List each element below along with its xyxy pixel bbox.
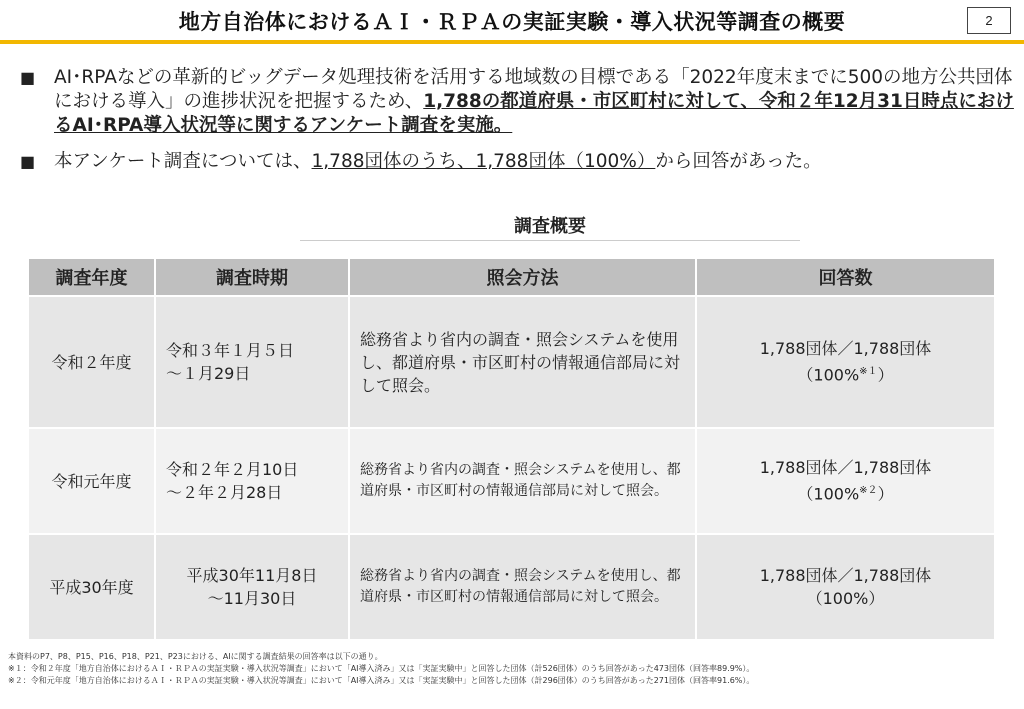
bullet-1-text: AI･RPAなどの革新的ビッグデータ処理技術を活用する地域数の目標である「2022年度末までに500の地方公共団体における導入」の進捗状況を把握するため、1,788の都道府県・市区町村に対して、令和２年12月31日時点におけるAI･RPA導入状況等に関するアンケート調査を実施。 bbox=[54, 67, 1014, 136]
survey-overview-table bbox=[27, 257, 996, 641]
footnote-intro: 本資料のP7、P8、P15、P16、P18、P21、P23における、AIに関する調査結果の回答率は以下の通り。 bbox=[8, 652, 383, 661]
section-title: 調査概要 bbox=[514, 216, 586, 237]
column-header-count: 回答数 bbox=[696, 258, 995, 296]
cell-method: 総務省より省内の調査・照会システムを使用し、都道府県・市区町村の情報通信部局に対して照会。 bbox=[349, 534, 696, 640]
square-bullet-icon: ■ bbox=[20, 152, 36, 171]
slide-header bbox=[0, 0, 1024, 44]
column-header-period: 調査時期 bbox=[155, 258, 349, 296]
cell-method: 総務省より省内の調査・照会システムを使用し、都道府県・市区町村の情報通信部局に対して照会。 bbox=[349, 428, 696, 534]
footnote-2: ※２：令和元年度「地方自治体におけるＡＩ・ＲＰＡの実証実験・導入状況等調査」において「AI導入済み」又は「実証実験中」と回答した団体（計296団体）のうち回答があった271団体（回答率91.6%）。 bbox=[8, 676, 755, 685]
table-row bbox=[28, 428, 995, 534]
cell-period: 令和２年２月10日 ～２年２月28日 bbox=[155, 428, 349, 534]
footnote-marker: ※１ bbox=[859, 366, 878, 378]
column-header-method: 照会方法 bbox=[349, 258, 696, 296]
table-header-row bbox=[28, 258, 995, 296]
cell-count: 1,788団体／1,788団体 （100%$^{※1}$） bbox=[696, 296, 995, 428]
square-bullet-icon: ■ bbox=[20, 68, 36, 87]
section-divider bbox=[300, 240, 800, 241]
page-number-box: 2 bbox=[967, 7, 1011, 34]
footnote-1: ※１：令和２年度「地方自治体におけるＡＩ・ＲＰＡの実証実験・導入状況等調査」において「AI導入済み」又は「実証実験中」と回答した団体（計526団体）のうち回答があった473団体（回答率89.9%）。 bbox=[8, 664, 755, 673]
bullet-2-text: 本アンケート調査については、1,788団体のうち、1,788団体（100%）から回答があった。 bbox=[54, 151, 822, 172]
cell-count: 1,788団体／1,788団体 （100%$^{※2}$） bbox=[696, 428, 995, 534]
table-row bbox=[28, 296, 995, 428]
footnote-marker: ※２ bbox=[859, 485, 878, 497]
cell-year: 令和２年度 bbox=[28, 296, 155, 428]
bullet-1-emphasis: 1,788の都道府県・市区町村に対して、令和２年12月31日時点におけるAI･RPA導入状況等に関するアンケート調査を実施。 bbox=[54, 91, 1014, 136]
cell-year: 令和元年度 bbox=[28, 428, 155, 534]
cell-period: 令和３年１月５日 ～１月29日 bbox=[155, 296, 349, 428]
cell-count: 1,788団体／1,788団体 （100%） bbox=[696, 534, 995, 640]
column-header-year: 調査年度 bbox=[28, 258, 155, 296]
cell-year: 平成30年度 bbox=[28, 534, 155, 640]
table-row bbox=[28, 534, 995, 640]
bullet-2-emphasis: 1,788団体のうち、1,788団体（100%） bbox=[311, 151, 656, 172]
cell-period: 平成30年11月8日 ～11月30日 bbox=[155, 534, 349, 640]
slide-title: 地方自治体におけるＡＩ・ＲＰＡの実証実験・導入状況等調査の概要 bbox=[178, 10, 846, 34]
cell-method: 総務省より省内の調査・照会システムを使用し、都道府県・市区町村の情報通信部局に対して照会。 bbox=[349, 296, 696, 428]
